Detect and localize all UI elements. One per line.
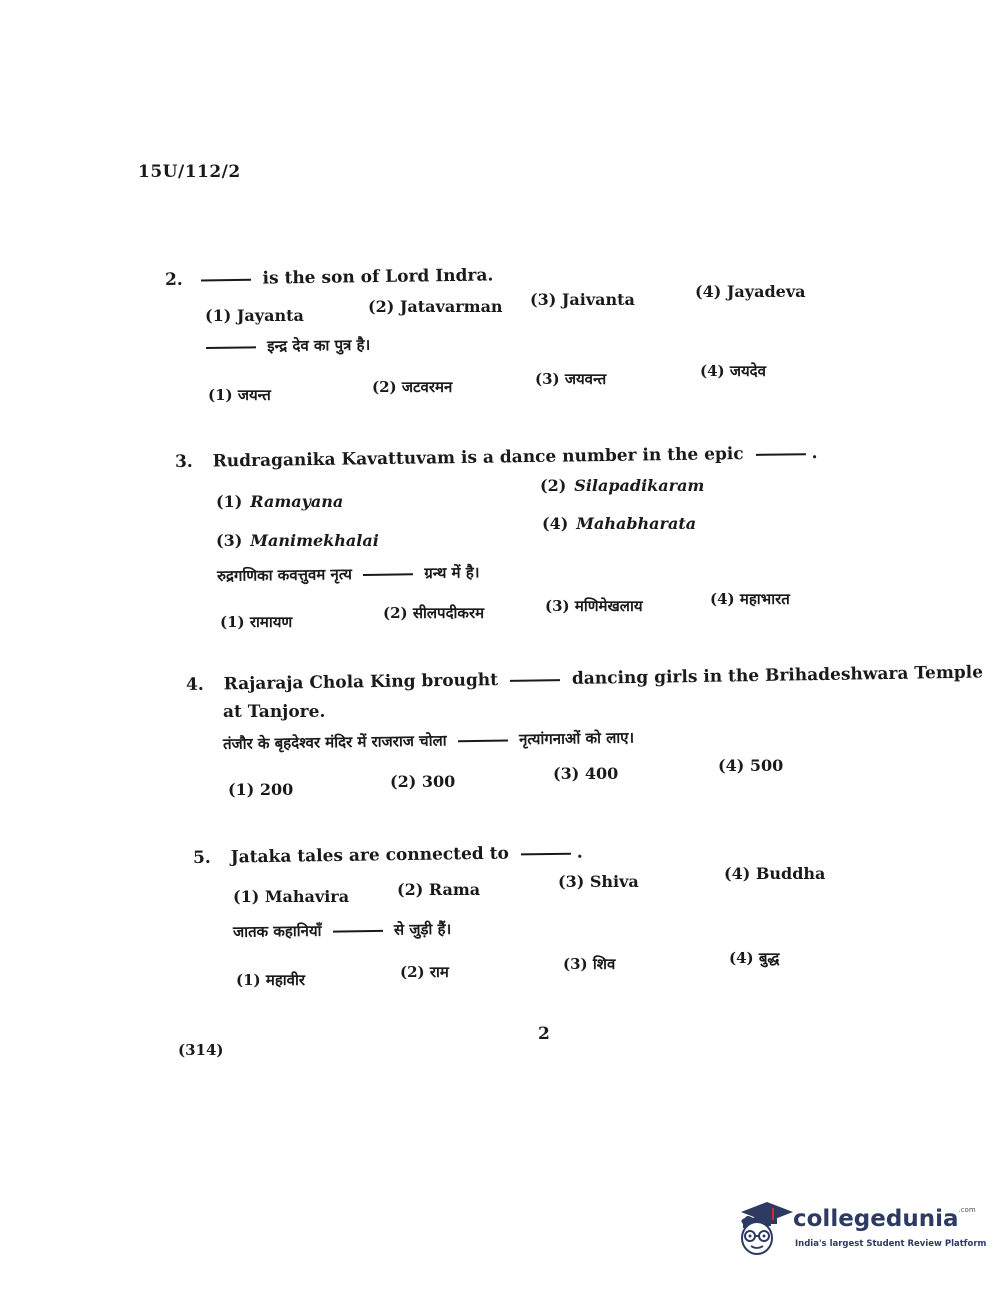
logo-name: collegedunia — [793, 1206, 959, 1232]
hindi-question-text-end: नृत्यांगनाओं को लाए। — [518, 728, 635, 749]
option-3: (3) Shiva — [558, 872, 639, 891]
option-1: (1) Ramayana — [216, 492, 344, 511]
option-2: (2) 300 — [390, 772, 456, 791]
hindi-question-text: इन्द्र देव का पुत्र है। — [267, 335, 371, 356]
hindi-option-4: (4) जयदेव — [700, 362, 766, 380]
hindi-option-3: (3) शिव — [563, 955, 616, 973]
option-4: (4) Jayadeva — [695, 282, 806, 301]
answer-blank — [458, 740, 508, 743]
question-number: 5. — [192, 847, 211, 868]
option-3: (3) Manimekhalai — [216, 531, 379, 550]
question-text-end: dancing girls in the Brihadeshwara Temple — [571, 662, 984, 689]
question-text: Rudraganika Kavattuvam is a dance number in the epic — [212, 444, 744, 472]
question-number: 3. — [174, 451, 193, 472]
answer-blank — [206, 346, 256, 349]
hindi-question-text-end: ग्रन्थ में है। — [424, 563, 480, 583]
answer-blank — [363, 573, 413, 576]
hindi-question-text: जातक कहानियाँ — [232, 921, 322, 941]
paper-code: 15U/112/2 — [138, 162, 241, 182]
hindi-option-3: (3) जयवन्त — [535, 370, 607, 388]
hindi-option-4: (4) बुद्ध — [729, 949, 780, 967]
exam-page: 15U/112/2 2. is the son of Lord Indra. (1) Jayanta (2) Jatavarman (3) Jaivanta (4) Jayadeva इन्द्र देव का पुत्र है। (1) जयन्त (2) जटवरमन (3) जयवन्त (4) जयदेव 3. Rudraganika Kavattuvam is a dance number in the epic . (1) Ramayana (2) Silapadikaram (3) Manimekhalai (4) Mahabharata रुद्रगणिका कवत्तुवम नृत्य ग्रन्थ में है। (1) रामायण (2) सीलपदीकरम (3) मणिमेखलाय (4) महाभारत 4. Rajaraja Chola King brought dancing girls in the Brihadeshwara Temple at Tanjore. तंजौर के बृहदेश्वर मंदिर में राजराज चोला नृत्यांगनाओं को लाए। (1) 200 (2) 300 (3) 400 (4) 500 5. Jataka tales are connected to . (1) Mahavira (2) Rama (3) Shiva (4) Buddha जातक कहानियाँ से जुड़ी हैं। (1) महावीर (2) राम (3) शिव (4) बुद्ध 2 (314) collegedunia$^{.com}$ India's largest Student Review Platform — [0, 0, 993, 1303]
option-1: (1) 200 — [228, 780, 294, 799]
hindi-question-text-end: से जुड़ी हैं। — [393, 919, 452, 939]
hindi-question-text: रुद्रगणिका कवत्तुवम नृत्य — [216, 565, 352, 585]
footer-code: (314) — [178, 1041, 224, 1059]
option-1: (1) Jayanta — [205, 306, 304, 325]
answer-blank — [521, 852, 571, 855]
hindi-option-2: (2) जटवरमन — [372, 378, 453, 396]
question-text: is the son of Lord Indra. — [262, 265, 494, 289]
hindi-option-3: (3) मणिमेखलाय — [545, 597, 643, 615]
hindi-option-1: (1) रामायण — [220, 613, 293, 631]
hindi-option-2: (2) राम — [400, 963, 449, 981]
question-number: 4. — [185, 674, 204, 695]
hindi-option-4: (4) महाभारत — [710, 590, 790, 608]
mascot-icon — [733, 1198, 795, 1262]
hindi-option-1: (1) जयन्त — [208, 386, 271, 404]
question-text-line2: at Tanjore. — [223, 702, 326, 722]
collegedunia-logo — [733, 1198, 987, 1262]
question-text: Jataka tales are connected to — [230, 843, 509, 868]
option-2: (2) Rama — [397, 880, 481, 899]
hindi-question-text: तंजौर के बृहदेश्वर मंदिर में राजराज चोला — [222, 731, 447, 753]
answer-blank — [201, 278, 251, 281]
option-2: (2) Silapadikaram — [540, 476, 705, 495]
hindi-option-2: (2) सीलपदीकरम — [383, 604, 485, 622]
option-2: (2) Jatavarman — [368, 297, 503, 316]
option-4: (4) Buddha — [724, 864, 826, 883]
answer-blank — [756, 453, 806, 456]
hindi-option-1: (1) महावीर — [236, 971, 306, 989]
question-number: 2. — [164, 269, 183, 290]
logo-tagline: India's largest Student Review Platform — [795, 1239, 987, 1249]
option-3: (3) Jaivanta — [530, 290, 635, 309]
answer-blank — [333, 930, 383, 933]
answer-blank — [510, 679, 560, 682]
option-4: (4) Mahabharata — [542, 514, 697, 533]
option-4: (4) 500 — [718, 756, 784, 775]
logo-suffix: .com — [958, 1206, 976, 1214]
option-3: (3) 400 — [553, 764, 619, 783]
question-text: Rajaraja Chola King brought — [223, 670, 499, 695]
page-number: 2 — [538, 1024, 550, 1044]
option-1: (1) Mahavira — [233, 887, 350, 906]
